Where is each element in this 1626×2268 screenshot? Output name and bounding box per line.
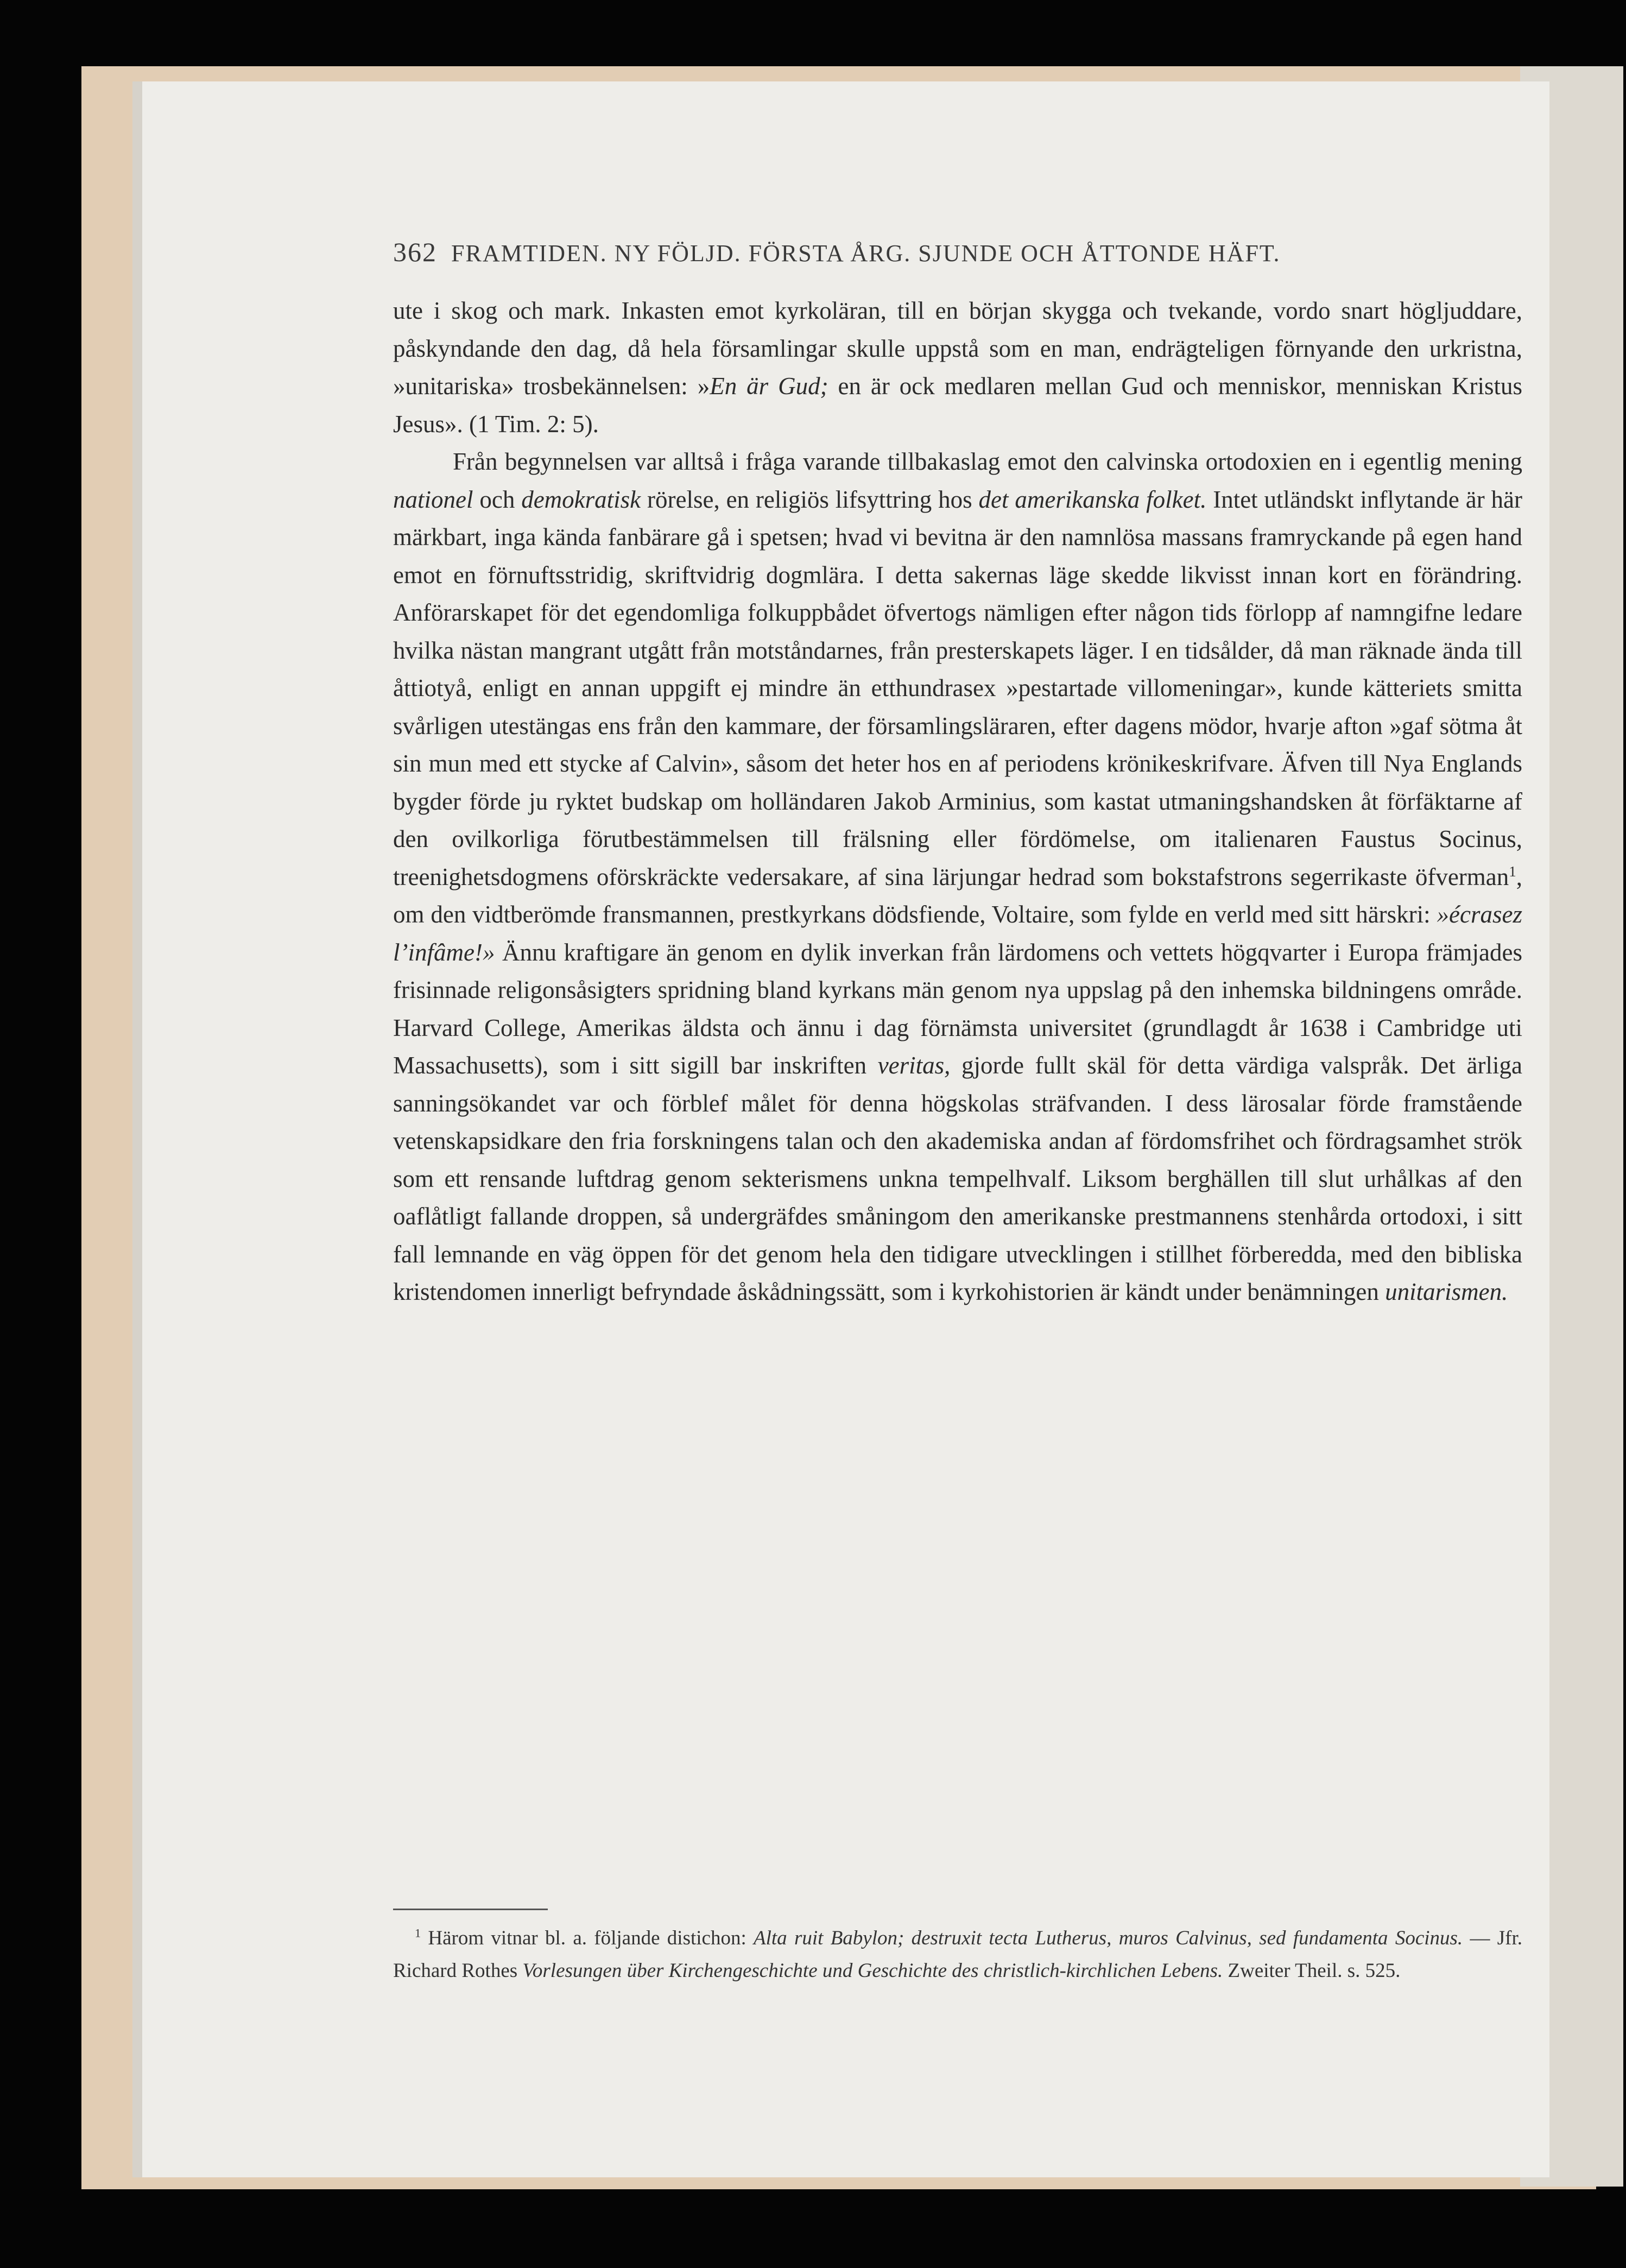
text-run: Zweiter Theil. s. 525. xyxy=(1223,1960,1401,1982)
footnote-rule xyxy=(393,1909,548,1910)
italic-run: veritas, xyxy=(877,1052,951,1079)
italic-run: demokratisk xyxy=(521,485,641,513)
footnote-number: 1 xyxy=(415,1926,421,1940)
italic-run: En är Gud; xyxy=(710,372,828,400)
paragraph-1 xyxy=(393,292,1522,443)
text-run: och xyxy=(473,485,522,513)
footnote xyxy=(393,1922,1522,1987)
text-run: — Jfr. Richard Rothes xyxy=(393,1927,1522,1982)
italic-run: unitarismen. xyxy=(1385,1278,1508,1305)
footnote-marker: 1 xyxy=(1509,863,1516,880)
text-run: Ännu kraftigare än genom en dylik inverkan från lärdomens och vettets högqvarter i Europa främjades frisinnade religonsåsigters spridning bland kyrkans män genom nya uppslag på den inhemska bildningens område. Harvard College, Amerikas äldsta och ännu i dag förnämsta universitet (grundlagdt år 1638 i Cambridge uti Massachusetts), som i sitt sigill bar inskriften xyxy=(393,938,1522,1079)
italic-run: Alta ruit Babylon; destruxit tecta Lutherus, muros Calvinus, sed fundamenta Socinus. xyxy=(754,1927,1463,1949)
body-text xyxy=(393,292,1522,1311)
text-run: gjorde fullt skäl för detta värdiga valspråk. Det ärliga sanningsökandet var och förblef målet för denna högskolas sträfvanden. I dess lärosalar förde framstående vetenskapsidkare den fria forskningens talan och den akademiska andan af fördomsfrihet och fördragsamhet strök som ett rensande luftdrag genom sekterismens unkna tempelhvalf. Liksom berghällen till slut urhålkas af den oaflåtligt fallande droppen, så undergräfdes småningom den amerikanske prestmannens stenhårda ortodoxi, i sitt fall lemnande en väg öppen för det genom hela den tidigare utvecklingen i stillhet förberedda, med den bibliska kristendomen innerligt befryndade åskådningssätt, som i kyrkohistorien är kändt under benämningen xyxy=(393,1052,1522,1305)
running-title: FRAMTIDEN. NY FÖLJD. FÖRSTA ÅRG. SJUNDE OCH ÅTTONDE HÄFT. xyxy=(451,240,1281,267)
text-run: Intet utländskt inflytande är här märkbart, inga kända fanbärare gå i spetsen; hvad vi bevitna är den namnlösa massans framryckande på egen hand emot en förnuftsstridig, skriftvidrig dogmlära. I detta sakernas läge skedde likvisst innan kort en förändring. Anförarskapet för det egendomliga folkuppbådet öfvertogs nämligen efter någon tids förlopp af namngifne ledare hvilka nästan mangrant utgått från motståndarnes, från presterskapets läger. I en tidsålder, då man räknade ända till åttiotyå, enligt en annan uppgift ej mindre än etthundrasex »pestartade villomeningar», kunde kätteriets smitta svårligen utestängas ens från den kammare, der församlingsläraren, efter dagens mödor, hvarje afton »gaf sötma åt sin mun med ett stycke af Calvin», såsom det heter hos en af periodens krönikeskrifvare. Äfven till Nya Englands bygder förde ju ryktet budskap om holländaren Jakob Arminius, som kastat utmaningshandsken åt förfäktarne af den ovilkorliga förutbestämmelsen till frälsning eller fördömelse, om italienaren Faustus Socinus, treenighetsdogmens oförskräckte vedersakare, af sina lärjungar hedrad som bokstafstrons segerrikaste öfverman xyxy=(393,485,1523,890)
text-run: , om den vidtberömde fransmannen, prestkyrkans dödsfiende, Voltaire, som fylde en verld med sitt härskri: xyxy=(393,863,1522,928)
text-run: ute i skog och mark. Inkasten emot kyrkoläran, till en början skygga och tvekande, vordo snart högljuddare, påskyndande den dag, då hela församlingar skulle uppstå som en man, endrägteligen förnyande den urkristna, »unitariska» trosbekännelsen: » xyxy=(393,297,1522,400)
italic-run: nationel xyxy=(393,485,473,513)
book-page xyxy=(142,81,1549,2177)
italic-run: det amerikanska folket. xyxy=(978,485,1207,513)
paragraph-2 xyxy=(393,443,1522,1311)
text-run: Från begynnelsen var alltså i fråga varande tillbakaslag emot den calvinska ortodoxien en i egentlig mening xyxy=(453,448,1522,475)
italic-run: Vorlesungen über Kirchengeschichte und Geschichte des christlich-kirchlichen Lebens. xyxy=(522,1960,1223,1982)
running-head xyxy=(393,236,1529,268)
page-number: 362 xyxy=(393,237,437,267)
text-run: en är ock medlaren mellan Gud och menniskor, menniskan Kristus Jesus». (1 Tim. 2: 5). xyxy=(393,372,1522,438)
italic-run: »écrasez l’infâme!» xyxy=(393,901,1522,966)
text-run: Härom vitnar bl. a. följande distichon: xyxy=(421,1927,754,1949)
text-run: rörelse, en religiös lifsyttring hos xyxy=(641,485,979,513)
